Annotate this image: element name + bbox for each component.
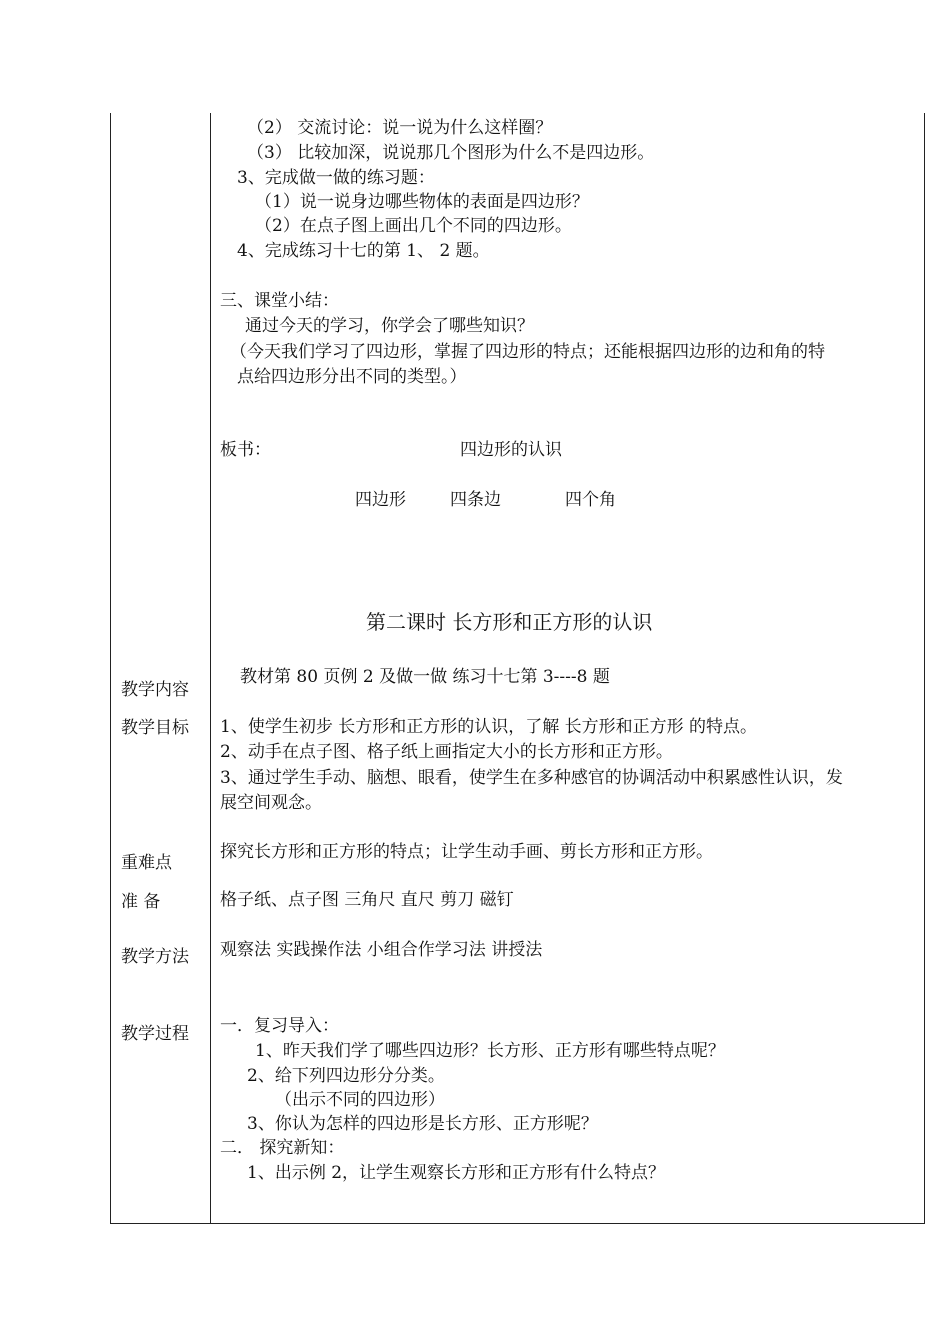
exercise-2: （2）在点子图上画出几个不同的四边形。 xyxy=(255,216,572,236)
board-item-shape: 四边形 xyxy=(355,490,406,510)
process-heading-explore: 二． 探究新知： xyxy=(220,1138,345,1158)
label-content: 教学内容 xyxy=(121,680,189,700)
board-title: 四边形的认识 xyxy=(460,440,562,460)
goal-1: 1、使学生初步 长方形和正方形的认识，了解 长方形和正方形 的特点。 xyxy=(220,717,758,737)
label-method: 教学方法 xyxy=(121,947,189,967)
summary-answer-line2: 点给四边形分出不同的类型。） xyxy=(237,367,467,387)
summary-question: 通过今天的学习，你学会了哪些知识？ xyxy=(245,316,534,336)
board-label: 板书： xyxy=(220,440,271,460)
lesson-title: 第二课时 长方形和正方形的认识 xyxy=(366,610,653,634)
exercise-1: （1）说一说身边哪些物体的表面是四边形？ xyxy=(255,192,589,212)
teaching-content: 教材第 80 页例 2 及做一做 练习十七第 3----8 题 xyxy=(240,667,610,687)
preparation: 格子纸、点子图 三角尺 直尺 剪刀 磁钉 xyxy=(220,890,514,910)
label-key-points: 重难点 xyxy=(121,853,172,873)
step-2-discuss: （2） 交流讨论：说一说为什么这样圈？ xyxy=(247,118,553,138)
process-review-3: 3、你认为怎样的四边形是长方形、正方形呢？ xyxy=(247,1114,598,1134)
process-heading-review: 一．复习导入： xyxy=(220,1016,339,1036)
key-points: 探究长方形和正方形的特点；让学生动手画、剪长方形和正方形。 xyxy=(220,842,713,862)
board-item-angles: 四个角 xyxy=(565,490,616,510)
process-review-note: （出示不同的四边形） xyxy=(275,1090,445,1110)
teaching-methods: 观察法 实践操作法 小组合作学习法 讲授法 xyxy=(220,940,543,960)
exercise-heading: 3、完成做一做的练习题： xyxy=(237,168,435,188)
practice-17: 4、完成练习十七的第 1、 2 题。 xyxy=(237,241,490,261)
goal-3-line2: 展空间观念。 xyxy=(220,793,322,813)
label-prep: 准 备 xyxy=(121,892,161,912)
label-process: 教学过程 xyxy=(121,1024,189,1044)
board-item-sides: 四条边 xyxy=(450,490,501,510)
process-review-1: 1、昨天我们学了哪些四边形？长方形、正方形有哪些特点呢？ xyxy=(255,1041,725,1061)
column-divider xyxy=(210,113,211,1223)
goal-3-line1: 3、通过学生手动、脑想、眼看，使学生在多种感官的协调活动中积累感性认识，发 xyxy=(220,768,843,788)
label-goals: 教学目标 xyxy=(121,718,189,738)
process-explore-1: 1、出示例 2，让学生观察长方形和正方形有什么特点？ xyxy=(247,1163,666,1183)
step-3-compare: （3） 比较加深，说说那几个图形为什么不是四边形。 xyxy=(247,143,655,163)
summary-answer-line1: （今天我们学习了四边形，掌握了四边形的特点；还能根据四边形的边和角的特 xyxy=(230,342,825,362)
process-review-2: 2、给下列四边形分分类。 xyxy=(247,1066,445,1086)
goal-2: 2、动手在点子图、格子纸上画指定大小的长方形和正方形。 xyxy=(220,742,673,762)
summary-heading: 三、课堂小结： xyxy=(220,291,339,311)
